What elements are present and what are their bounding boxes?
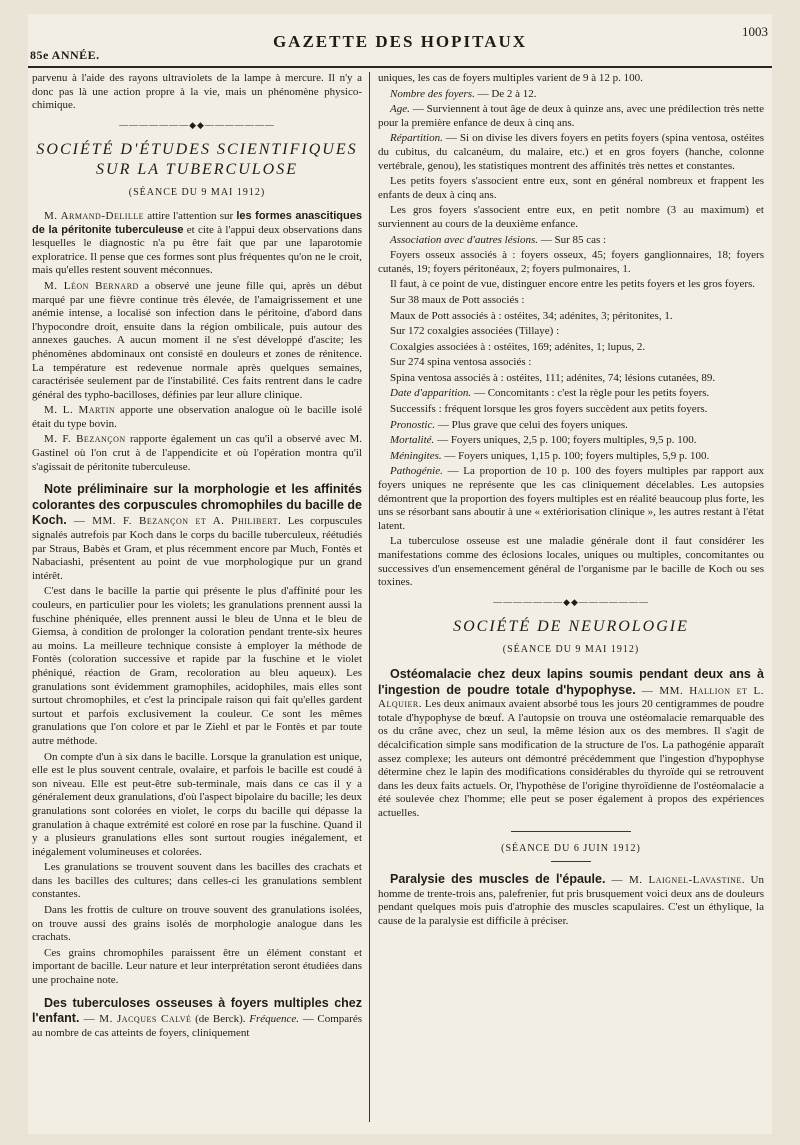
page-number: 1003 bbox=[742, 24, 768, 39]
article-paragraph: Ostéomalacie chez deux lapins soumis pendant deux ans à l'ingestion de poudre totale d'hypophyse. — MM. Hallion et L. Alquier. Les deux animaux avaient absorbé tous les jours 20 centigrammes de poudre totale d'hypophyse de bœuf. A l'autopsie on trouva une ostéomalacie remarquable des os du crâne avec, chez un seul, la même lésion aux os des membres. Il s'agit de décalcification simple sans modification de la structure de l'os. La pathogénie apparaît assez complexe; les auteurs ont démontré précédemment que l'ingestion d'hypophyse détermine chez le lapin des modifications considérables du thyroïde qui se retrouvent dans les deux faits actuels. Or, l'hypothèse de l'origine thyroïdienne de l'ostéomalacie a été soulevée chez l'homme; elle peut se poser également à propos des expériences actuelles. bbox=[378, 666, 764, 819]
paragraph: Association avec d'autres lésions. — Sur 85 cas : bbox=[390, 233, 607, 246]
paragraph: Les gros foyers s'associent entre eux, en petit nombre (3 au maximum) et surviennent au cours de la deuxième enfance. bbox=[378, 204, 764, 230]
paragraph: Spina ventosa associés à : ostéites, 111; adénites, 74; lésions cutanées, 89. bbox=[390, 371, 716, 384]
header-rule bbox=[28, 66, 772, 68]
paragraph: Il faut, à ce point de vue, distinguer encore entre les petits foyers et les gros foyers. bbox=[390, 278, 756, 291]
society-title: SOCIÉTÉ D'ÉTUDES SCIENTIFIQUES SUR LA TUBERCULOSE bbox=[36, 141, 358, 179]
paragraph: Successifs : fréquent lorsque les gros foyers succèdent aux petits foyers. bbox=[390, 403, 708, 416]
paragraph: Sur 38 maux de Pott associés : bbox=[390, 293, 525, 306]
paragraph: Les granulations se trouvent souvent dans les bacilles des crachats et dans les bacilles des cultures; dans celles-ci les granulations semblent constantes. bbox=[32, 861, 362, 901]
page-header bbox=[28, 20, 772, 64]
paragraph: Nombre des foyers. — De 2 à 12. bbox=[390, 87, 537, 100]
paragraph: M. L. Martin apporte une observation analogue où le bacille isolé était du type bovin. bbox=[32, 404, 363, 430]
newspaper-title: GAZETTE DES HOPITAUX bbox=[272, 32, 528, 51]
paragraph: M. Léon Bernard a observé une jeune fille qui, après un début marqué par une fièvre continue très élevée, de l'amaigrissement et une anémie intense, a localisé son infection dans le péritoine, d'abord dans l'hypocondre droit, ensuite dans la région ombilicale, puis autour des annexes gauches. A aucun moment il ne s'est développé d'ascite; les phénomènes abdominaux ont consisté en douleurs et zones de rénitence. La température est redevenue normale après quelques semaines, caractérisée seulement par de l'instabilité. Ces faits rentrent dans le cadre général des typho-bacilloses, définies par leur allure clinique. bbox=[32, 279, 362, 401]
paragraph: Foyers osseux associés à : foyers osseux, 45; foyers ganglionnaires, 18; foyers cutanés, 19; foyers péritonéaux, 2; foyers pulmonaires, 1. bbox=[378, 249, 764, 275]
session-date: (SÉANCE DU 9 MAI 1912) bbox=[128, 187, 266, 199]
ornament-divider: ———————◆◆——————— bbox=[493, 596, 649, 607]
paragraph: Dans les frottis de culture on trouve souvent des granulations isolées, on trouve aussi des grains isolés de morphologie analogue dans les crachats. bbox=[32, 904, 362, 944]
article-paragraph: Note préliminaire sur la morphologie et les affinités colorantes des corpuscules chromophiles du bacille de Koch. — MM. F. Bezançon et A. Philibert. Les corpuscules signalés autrefois par Koch dans le corps du bacille tuberculeux, réétudiés par Straus, Babès et Gram, et plus récemment encore par Much, Fontès et Nabaciashi, présentent au point de vue morphologique pur un grand intérêt. bbox=[32, 482, 362, 582]
section-rule bbox=[511, 831, 631, 832]
paragraph: M. Armand-Delille attire l'attention sur les formes anascitiques de la péritonite tuberculeuse et cite à l'appui deux observations dans lesquelles le diagnostic n'a pu être fait que par une laparotomie exploratrice. Il pense que ces formes sont plus fréquentes qu'on ne le croit, mais qu'elles restent souvent méconnues. bbox=[32, 209, 362, 277]
paragraph: C'est dans le bacille la partie qui présente le plus d'affinité pour les couleurs, en particulier pour les violets; les granulations prennent aussi la fuschine phéniquée, elles prennent aussi le bleu de Unna et le bleu de Giemsa, à condition de prolonger la coloration pendant trente-six heures au moins. La meilleure technique consiste à employer la méthode de Fontès (coloration successive et rapide par la fuschine et le violet phéniqué, réaction de Gram, recoloration au bleu aqueux). Les granulations sont évidemment gramophiles, acidophiles, mais elles sont surtout chromophiles, et c'est la principale raison qui fait qu'elles gardent surtout et parfois exclusivement la couleur. Ce sont les mêmes granulations que l'on colore et par le Ziehl et par le Fontès et par toute autre méthode. bbox=[32, 585, 362, 747]
paragraph: Sur 274 spina ventosa associés : bbox=[390, 356, 532, 369]
article-paragraph: Paralysie des muscles de l'épaule. — M. Laignel-Lavastine. Un homme de trente-trois ans, palefrenier, fut pris brusquement voici deux ans de douleurs pendant quelques mois puis d'atrophie des muscles scapulaires. C'est un éthylique, la cause de la paralysie est difficile à préciser. bbox=[378, 872, 764, 927]
intro-paragraph: parvenu à l'aide des rayons ultraviolets de la lampe à mercure. Il n'y a donc pas là une action propre à la vie, mais un phénomène physico-chimique. bbox=[32, 72, 362, 112]
paragraph: On compte d'un à six dans le bacille. Lorsque la granulation est unique, elle est le plus souvent centrale, ovalaire, et parfois le bacille est coudé à son niveau. Elle est peut-être sub-terminale, mais dans ce cas il y a généralement deux granulations, d'où l'aspect bipolaire du bacille; les deux granulations sont colorées en violet, le corps du bacille qui dépasse la granulation à chaque extrémité est coloré en rose par la fuschine. Quand il y a plusieurs granulations elles sont surtout rougies inégalement, et inégalement volumineuses et colorées. bbox=[32, 750, 362, 858]
section-rule bbox=[551, 861, 591, 862]
paragraph: Pronostic. — Plus grave que celui des foyers uniques. bbox=[390, 418, 628, 431]
paragraph: Date d'apparition. — Concomitants : c'est la règle pour les petits foyers. bbox=[390, 387, 710, 400]
article-paragraph: Des tuberculoses osseuses à foyers multiples chez l'enfant. — M. Jacques Calvé (de Berck). Fréquence. — Comparés au nombre de cas atteints de foyers, cliniquement bbox=[32, 995, 362, 1039]
left-column bbox=[32, 72, 362, 1042]
paragraph: Maux de Pott associés à : ostéites, 34; adénites, 3; péritonites, 1. bbox=[390, 309, 673, 322]
session-date: (SÉANCE DU 6 JUIN 1912) bbox=[501, 842, 641, 854]
ornament-divider: ———————◆◆——————— bbox=[119, 119, 275, 130]
column-divider bbox=[369, 72, 370, 1122]
paragraph: Coxalgies associées à : ostéites, 169; adénites, 1; lupus, 2. bbox=[390, 340, 646, 353]
paragraph: uniques, les cas de foyers multiples varient de 9 à 12 p. 100. bbox=[378, 72, 643, 84]
paragraph: Age. — Surviennent à tout âge de deux à quinze ans, avec une prédilection très nette pour la première enfance de deux à cinq ans. bbox=[378, 103, 764, 129]
paragraph: Méningites. — Foyers uniques, 1,15 p. 100; foyers multiples, 5,9 p. 100. bbox=[390, 449, 710, 462]
right-column bbox=[378, 72, 764, 930]
session-date: (SÉANCE DU 9 MAI 1912) bbox=[502, 644, 640, 656]
paragraph: Mortalité. — Foyers uniques, 2,5 p. 100; foyers multiples, 9,5 p. 100. bbox=[390, 434, 697, 447]
paragraph: Répartition. — Si on divise les divers foyers en petits foyers (spina ventosa, ostéites du cubitus, du calcanéum, du malaire, etc.) et en gros foyers (hanche, colonne vertébrale, genou), les statistiques montrent des affinités très nettes et constantes. bbox=[378, 132, 764, 172]
society-title: SOCIÉTÉ DE NEUROLOGIE bbox=[453, 618, 689, 636]
paragraph: La tuberculose osseuse est une maladie générale dont il faut considérer les manifestations comme des éclosions locales, uniques ou multiples, concomitantes ou successives d'un ensemencement général de l'organisme par le bacille de Koch ou ses toxines. bbox=[378, 535, 764, 589]
paragraph: M. F. Bezançon rapporte également un cas qu'il a observé avec M. Gastinel où l'on crut à de l'appendicite et où l'opération montra qu'il s'agissait de péritonite tuberculeuse. bbox=[32, 433, 362, 473]
paragraph: Pathogénie. — La proportion de 10 p. 100 des foyers multiples par rapport aux foyers uniques ne représente que les cas cliniquement décelables. Les autopsies démontrent que la proportion des foyers multiples est en réalité beaucoup plus forte, les uns se résorbant sans aboutir à une « extériorisation clinique », les autres restant à l'état latent. bbox=[378, 465, 764, 532]
edition-label: 85e ANNÉE. bbox=[30, 48, 100, 62]
paragraph: Sur 172 coxalgies associées (Tillaye) : bbox=[390, 325, 560, 338]
paragraph: Ces grains chromophiles paraissent être un élément constant et important de bacille. Leur nature et leur interprétation seront étudiées dans une prochaine note. bbox=[32, 946, 362, 987]
paragraph: Les petits foyers s'associent entre eux, sont en général nombreux et frappent les enfants de deux à cinq ans. bbox=[378, 175, 764, 201]
newspaper-page bbox=[28, 14, 772, 1134]
